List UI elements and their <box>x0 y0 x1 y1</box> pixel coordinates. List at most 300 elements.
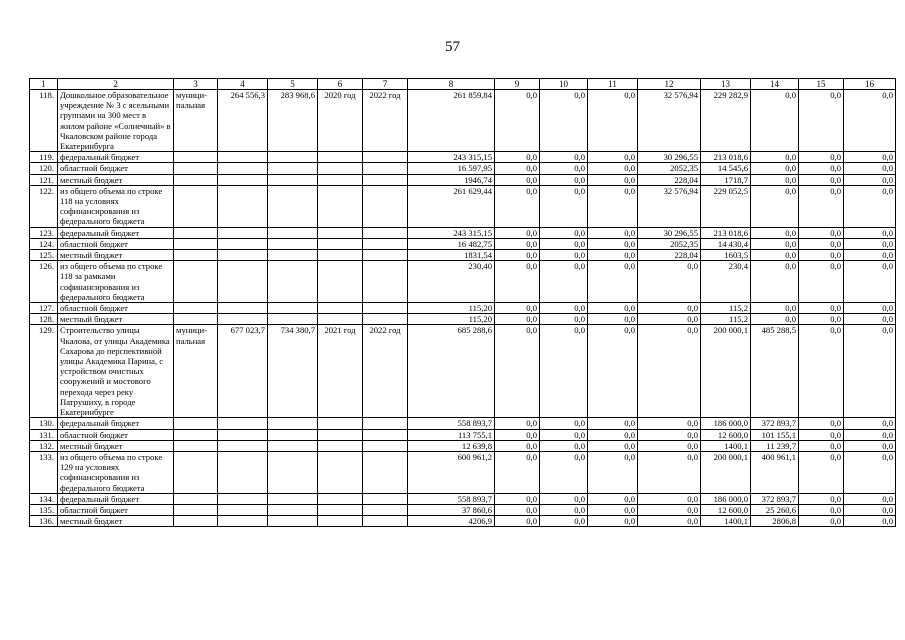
ownership-type-cell: муници-пальная <box>174 90 218 152</box>
year-cell: 0,0 <box>540 152 588 163</box>
year-cell: 0,0 <box>799 504 844 515</box>
year-cell: 186 000,0 <box>701 493 751 504</box>
year-cell: 115,2 <box>701 303 751 314</box>
year-cell: 213 018,6 <box>701 227 751 238</box>
start-year-cell <box>318 163 363 174</box>
year-cell: 0,0 <box>799 429 844 440</box>
year-cell: 0,0 <box>588 418 638 429</box>
year-cell: 0,0 <box>638 303 701 314</box>
total-financing-cell: 558 893,7 <box>408 493 495 504</box>
year-cell: 0,0 <box>588 250 638 261</box>
estimated-cost-cell <box>218 314 268 325</box>
estimated-cost-current-cell <box>268 163 318 174</box>
end-year-cell <box>363 516 408 527</box>
year-cell: 32 576,94 <box>638 185 701 227</box>
row-number-cell: 122. <box>30 185 58 227</box>
year-cell: 0,0 <box>495 238 540 249</box>
table-row <box>30 451 896 493</box>
estimated-cost-current-cell <box>268 185 318 227</box>
start-year-cell <box>318 440 363 451</box>
ownership-type-cell <box>174 303 218 314</box>
year-cell: 0,0 <box>495 90 540 152</box>
year-cell: 0,0 <box>588 440 638 451</box>
row-number-cell: 123. <box>30 227 58 238</box>
year-cell: 0,0 <box>799 90 844 152</box>
column-header: 9 <box>495 79 540 90</box>
end-year-cell <box>363 429 408 440</box>
year-cell: 0,0 <box>799 227 844 238</box>
estimated-cost-current-cell <box>268 261 318 303</box>
estimated-cost-current-cell <box>268 451 318 493</box>
year-cell: 0,0 <box>751 163 799 174</box>
year-cell: 0,0 <box>799 163 844 174</box>
year-cell: 0,0 <box>844 303 896 314</box>
description-cell: областной бюджет <box>58 163 174 174</box>
end-year-cell <box>363 440 408 451</box>
description-cell: местный бюджет <box>58 516 174 527</box>
column-header: 7 <box>363 79 408 90</box>
end-year-cell: 2022 год <box>363 325 408 418</box>
year-cell: 0,0 <box>540 174 588 185</box>
ownership-type-cell <box>174 152 218 163</box>
ownership-type-cell <box>174 516 218 527</box>
total-financing-cell: 243 315,15 <box>408 227 495 238</box>
year-cell: 0,0 <box>495 261 540 303</box>
end-year-cell <box>363 493 408 504</box>
table-row <box>30 174 896 185</box>
year-cell: 0,0 <box>588 227 638 238</box>
estimated-cost-current-cell <box>268 493 318 504</box>
table-row <box>30 516 896 527</box>
year-cell: 0,0 <box>638 325 701 418</box>
year-cell: 0,0 <box>540 440 588 451</box>
start-year-cell <box>318 250 363 261</box>
estimated-cost-cell <box>218 440 268 451</box>
year-cell: 0,0 <box>540 429 588 440</box>
total-financing-cell: 243 315,15 <box>408 152 495 163</box>
year-cell: 0,0 <box>588 429 638 440</box>
estimated-cost-cell <box>218 303 268 314</box>
year-cell: 0,0 <box>588 516 638 527</box>
estimated-cost-current-cell <box>268 238 318 249</box>
year-cell: 0,0 <box>588 174 638 185</box>
estimated-cost-cell <box>218 238 268 249</box>
year-cell: 14 545,6 <box>701 163 751 174</box>
total-financing-cell: 115,20 <box>408 314 495 325</box>
estimated-cost-current-cell <box>268 314 318 325</box>
estimated-cost-current-cell <box>268 418 318 429</box>
year-cell: 0,0 <box>495 516 540 527</box>
year-cell: 0,0 <box>540 261 588 303</box>
year-cell: 0,0 <box>540 325 588 418</box>
year-cell: 0,0 <box>751 174 799 185</box>
table-row <box>30 238 896 249</box>
start-year-cell <box>318 493 363 504</box>
row-number-cell: 131. <box>30 429 58 440</box>
year-cell: 11 239,7 <box>751 440 799 451</box>
year-cell: 0,0 <box>588 163 638 174</box>
year-cell: 0,0 <box>844 493 896 504</box>
description-cell: федеральный бюджет <box>58 152 174 163</box>
end-year-cell <box>363 418 408 429</box>
year-cell: 0,0 <box>751 250 799 261</box>
year-cell: 2806,8 <box>751 516 799 527</box>
description-cell: из общего объема по строке 118 на условиях софинансирования из федерального бюджета <box>58 185 174 227</box>
total-financing-cell: 1946,74 <box>408 174 495 185</box>
column-header: 13 <box>701 79 751 90</box>
total-financing-cell: 261 859,84 <box>408 90 495 152</box>
year-cell: 0,0 <box>495 163 540 174</box>
ownership-type-cell <box>174 185 218 227</box>
year-cell: 228,04 <box>638 174 701 185</box>
year-cell: 0,0 <box>844 174 896 185</box>
description-cell: Строительство улицы Чкалова, от улицы Академика Сахарова до перспективной улицы Академика Парина, с устройством очистных сооружений и мостового перехода через реку Патрушиху, в городе Екатеринбурге <box>58 325 174 418</box>
year-cell: 0,0 <box>495 451 540 493</box>
year-cell: 0,0 <box>540 303 588 314</box>
year-cell: 0,0 <box>844 418 896 429</box>
row-number-cell: 121. <box>30 174 58 185</box>
year-cell: 0,0 <box>751 314 799 325</box>
estimated-cost-cell <box>218 516 268 527</box>
year-cell: 30 296,55 <box>638 152 701 163</box>
year-cell: 0,0 <box>540 314 588 325</box>
year-cell: 0,0 <box>540 504 588 515</box>
row-number-cell: 136. <box>30 516 58 527</box>
description-cell: местный бюджет <box>58 174 174 185</box>
year-cell: 0,0 <box>495 174 540 185</box>
year-cell: 0,0 <box>751 185 799 227</box>
year-cell: 0,0 <box>495 250 540 261</box>
end-year-cell <box>363 238 408 249</box>
estimated-cost-cell <box>218 493 268 504</box>
table-row <box>30 493 896 504</box>
start-year-cell <box>318 314 363 325</box>
year-cell: 115,2 <box>701 314 751 325</box>
estimated-cost-cell <box>218 163 268 174</box>
estimated-cost-cell <box>218 185 268 227</box>
end-year-cell <box>363 451 408 493</box>
total-financing-cell: 113 755,1 <box>408 429 495 440</box>
ownership-type-cell <box>174 250 218 261</box>
end-year-cell <box>363 504 408 515</box>
year-cell: 0,0 <box>751 261 799 303</box>
year-cell: 0,0 <box>799 250 844 261</box>
table-row <box>30 440 896 451</box>
column-header: 12 <box>638 79 701 90</box>
start-year-cell <box>318 238 363 249</box>
table-row <box>30 314 896 325</box>
year-cell: 0,0 <box>588 261 638 303</box>
start-year-cell <box>318 303 363 314</box>
year-cell: 0,0 <box>495 493 540 504</box>
row-number-cell: 118. <box>30 90 58 152</box>
year-cell: 0,0 <box>844 314 896 325</box>
start-year-cell <box>318 429 363 440</box>
estimated-cost-cell: 677 023,7 <box>218 325 268 418</box>
year-cell: 0,0 <box>588 314 638 325</box>
table-row <box>30 504 896 515</box>
estimated-cost-cell <box>218 261 268 303</box>
year-cell: 0,0 <box>495 504 540 515</box>
year-cell: 1400,1 <box>701 516 751 527</box>
year-cell: 0,0 <box>588 152 638 163</box>
year-cell: 0,0 <box>540 451 588 493</box>
description-cell: областной бюджет <box>58 429 174 440</box>
budget-table <box>29 78 896 527</box>
year-cell: 0,0 <box>844 152 896 163</box>
ownership-type-cell <box>174 238 218 249</box>
column-header: 11 <box>588 79 638 90</box>
description-cell: местный бюджет <box>58 314 174 325</box>
total-financing-cell: 600 961,2 <box>408 451 495 493</box>
year-cell: 0,0 <box>799 261 844 303</box>
end-year-cell <box>363 163 408 174</box>
year-cell: 0,0 <box>844 451 896 493</box>
row-number-cell: 135. <box>30 504 58 515</box>
start-year-cell <box>318 451 363 493</box>
estimated-cost-cell <box>218 174 268 185</box>
year-cell: 0,0 <box>799 493 844 504</box>
year-cell: 0,0 <box>540 90 588 152</box>
ownership-type-cell <box>174 429 218 440</box>
year-cell: 0,0 <box>588 185 638 227</box>
estimated-cost-current-cell <box>268 429 318 440</box>
total-financing-cell: 261 629,44 <box>408 185 495 227</box>
ownership-type-cell <box>174 504 218 515</box>
year-cell: 0,0 <box>799 152 844 163</box>
total-financing-cell: 37 860,6 <box>408 504 495 515</box>
estimated-cost-cell <box>218 504 268 515</box>
year-cell: 200 000,1 <box>701 451 751 493</box>
start-year-cell <box>318 504 363 515</box>
year-cell: 0,0 <box>799 418 844 429</box>
year-cell: 0,0 <box>588 90 638 152</box>
year-cell: 0,0 <box>495 185 540 227</box>
start-year-cell: 2021 год <box>318 325 363 418</box>
end-year-cell <box>363 185 408 227</box>
total-financing-cell: 4206,9 <box>408 516 495 527</box>
year-cell: 0,0 <box>638 493 701 504</box>
description-cell: федеральный бюджет <box>58 493 174 504</box>
table-row <box>30 429 896 440</box>
year-cell: 0,0 <box>844 250 896 261</box>
description-cell: федеральный бюджет <box>58 227 174 238</box>
year-cell: 0,0 <box>844 238 896 249</box>
year-cell: 0,0 <box>588 493 638 504</box>
column-header: 5 <box>268 79 318 90</box>
year-cell: 0,0 <box>495 152 540 163</box>
year-cell: 0,0 <box>799 440 844 451</box>
row-number-cell: 130. <box>30 418 58 429</box>
start-year-cell <box>318 516 363 527</box>
page-number: 57 <box>445 39 460 55</box>
year-cell: 400 961,1 <box>751 451 799 493</box>
start-year-cell <box>318 261 363 303</box>
year-cell: 0,0 <box>638 314 701 325</box>
ownership-type-cell <box>174 261 218 303</box>
estimated-cost-current-cell <box>268 504 318 515</box>
description-cell: Дошкольное образовательное учреждение № 3 с ясельными группами на 300 мест в жилом районе «Солнечный» в Чкаловском районе города Екатеринбурга <box>58 90 174 152</box>
year-cell: 0,0 <box>495 314 540 325</box>
description-cell: местный бюджет <box>58 440 174 451</box>
row-number-cell: 133. <box>30 451 58 493</box>
estimated-cost-cell <box>218 152 268 163</box>
year-cell: 0,0 <box>495 440 540 451</box>
ownership-type-cell <box>174 314 218 325</box>
year-cell: 0,0 <box>588 451 638 493</box>
year-cell: 0,0 <box>540 493 588 504</box>
year-cell: 0,0 <box>799 451 844 493</box>
end-year-cell <box>363 250 408 261</box>
description-cell: местный бюджет <box>58 250 174 261</box>
year-cell: 0,0 <box>799 314 844 325</box>
year-cell: 32 576,94 <box>638 90 701 152</box>
year-cell: 0,0 <box>844 429 896 440</box>
year-cell: 0,0 <box>844 325 896 418</box>
total-financing-cell: 115,20 <box>408 303 495 314</box>
year-cell: 0,0 <box>844 227 896 238</box>
year-cell: 0,0 <box>751 238 799 249</box>
start-year-cell <box>318 227 363 238</box>
total-financing-cell: 685 288,6 <box>408 325 495 418</box>
ownership-type-cell <box>174 227 218 238</box>
estimated-cost-cell <box>218 418 268 429</box>
ownership-type-cell <box>174 493 218 504</box>
year-cell: 0,0 <box>638 516 701 527</box>
estimated-cost-current-cell <box>268 303 318 314</box>
end-year-cell <box>363 227 408 238</box>
year-cell: 12 600,0 <box>701 504 751 515</box>
table-row <box>30 152 896 163</box>
year-cell: 0,0 <box>638 261 701 303</box>
year-cell: 372 893,7 <box>751 418 799 429</box>
column-header: 10 <box>540 79 588 90</box>
estimated-cost-current-cell: 734 380,7 <box>268 325 318 418</box>
year-cell: 200 000,1 <box>701 325 751 418</box>
end-year-cell <box>363 314 408 325</box>
table-row <box>30 418 896 429</box>
year-cell: 12 600,0 <box>701 429 751 440</box>
year-cell: 0,0 <box>638 429 701 440</box>
table-row <box>30 325 896 418</box>
table-row <box>30 261 896 303</box>
description-cell: областной бюджет <box>58 238 174 249</box>
year-cell: 229 052,5 <box>701 185 751 227</box>
year-cell: 0,0 <box>540 163 588 174</box>
estimated-cost-cell: 264 556,3 <box>218 90 268 152</box>
column-header: 1 <box>30 79 58 90</box>
ownership-type-cell <box>174 163 218 174</box>
year-cell: 186 000,0 <box>701 418 751 429</box>
row-number-cell: 124. <box>30 238 58 249</box>
estimated-cost-current-cell <box>268 440 318 451</box>
year-cell: 0,0 <box>540 227 588 238</box>
year-cell: 372 893,7 <box>751 493 799 504</box>
year-cell: 0,0 <box>588 325 638 418</box>
row-number-cell: 125. <box>30 250 58 261</box>
row-number-cell: 129. <box>30 325 58 418</box>
estimated-cost-current-cell <box>268 516 318 527</box>
year-cell: 0,0 <box>799 174 844 185</box>
year-cell: 230,4 <box>701 261 751 303</box>
year-cell: 0,0 <box>540 185 588 227</box>
estimated-cost-cell <box>218 227 268 238</box>
column-header: 8 <box>408 79 495 90</box>
row-number-cell: 134. <box>30 493 58 504</box>
year-cell: 0,0 <box>638 504 701 515</box>
year-cell: 2052,35 <box>638 238 701 249</box>
year-cell: 0,0 <box>799 325 844 418</box>
year-cell: 1400,1 <box>701 440 751 451</box>
year-cell: 1718,7 <box>701 174 751 185</box>
start-year-cell <box>318 185 363 227</box>
total-financing-cell: 230,40 <box>408 261 495 303</box>
end-year-cell <box>363 303 408 314</box>
estimated-cost-current-cell <box>268 152 318 163</box>
total-financing-cell: 12 639,8 <box>408 440 495 451</box>
table-row <box>30 227 896 238</box>
year-cell: 0,0 <box>799 185 844 227</box>
total-financing-cell: 1831,54 <box>408 250 495 261</box>
year-cell: 0,0 <box>844 90 896 152</box>
year-cell: 14 430,4 <box>701 238 751 249</box>
year-cell: 0,0 <box>844 440 896 451</box>
ownership-type-cell <box>174 440 218 451</box>
year-cell: 0,0 <box>588 303 638 314</box>
year-cell: 0,0 <box>638 418 701 429</box>
start-year-cell <box>318 174 363 185</box>
year-cell: 0,0 <box>751 303 799 314</box>
year-cell: 0,0 <box>799 238 844 249</box>
end-year-cell <box>363 152 408 163</box>
table-row <box>30 163 896 174</box>
year-cell: 1603,5 <box>701 250 751 261</box>
total-financing-cell: 558 893,7 <box>408 418 495 429</box>
estimated-cost-cell <box>218 250 268 261</box>
year-cell: 229 282,9 <box>701 90 751 152</box>
year-cell: 30 296,55 <box>638 227 701 238</box>
year-cell: 0,0 <box>844 504 896 515</box>
description-cell: из общего объема по строке 129 на условиях софинансирования из федерального бюджета <box>58 451 174 493</box>
start-year-cell: 2020 год <box>318 90 363 152</box>
year-cell: 25 260,6 <box>751 504 799 515</box>
year-cell: 0,0 <box>799 516 844 527</box>
ownership-type-cell <box>174 451 218 493</box>
ownership-type-cell <box>174 174 218 185</box>
year-cell: 0,0 <box>540 250 588 261</box>
year-cell: 0,0 <box>495 325 540 418</box>
year-cell: 0,0 <box>540 516 588 527</box>
table-row <box>30 303 896 314</box>
total-financing-cell: 16 597,95 <box>408 163 495 174</box>
total-financing-cell: 16 482,75 <box>408 238 495 249</box>
description-cell: федеральный бюджет <box>58 418 174 429</box>
year-cell: 0,0 <box>588 504 638 515</box>
year-cell: 0,0 <box>495 303 540 314</box>
year-cell: 0,0 <box>588 238 638 249</box>
column-header: 15 <box>799 79 844 90</box>
year-cell: 0,0 <box>540 418 588 429</box>
year-cell: 0,0 <box>495 227 540 238</box>
row-number-cell: 126. <box>30 261 58 303</box>
row-number-cell: 128. <box>30 314 58 325</box>
table-row <box>30 185 896 227</box>
row-number-cell: 132. <box>30 440 58 451</box>
year-cell: 0,0 <box>844 261 896 303</box>
ownership-type-cell <box>174 418 218 429</box>
estimated-cost-cell <box>218 429 268 440</box>
table-row <box>30 250 896 261</box>
